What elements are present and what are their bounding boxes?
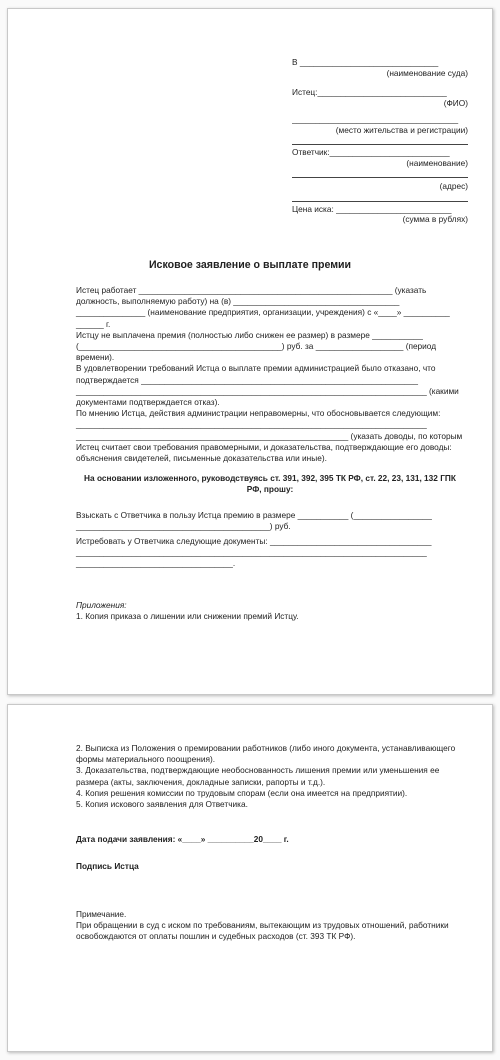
address-note: (место жительства и регистрации) bbox=[335, 124, 468, 135]
price-line bbox=[292, 204, 468, 215]
price-label: Цена иска: bbox=[292, 203, 334, 214]
claim-body bbox=[76, 285, 464, 622]
note-text: При обращении в суд с иском по требованиям, вытекающим из трудовых отношений, работники освобождаются от оплаты пошлин и судебных расходов (ст. 393 ТК РФ). bbox=[76, 919, 449, 942]
paragraph-request-docs: Истребовать у Ответчика следующие документы: ___________________________________ ____________________________________________________________________________ __________________________________. bbox=[76, 536, 432, 569]
court-line bbox=[292, 57, 468, 68]
plaintiff-label: Истец: bbox=[292, 87, 318, 97]
plaintiff-note: (ФИО) bbox=[443, 97, 468, 108]
attachment-2: 2. Выписка из Положения о премировании работников (либо иного документа, устанавливающего формы материального поощрения). bbox=[76, 743, 456, 765]
attachments-title: Приложения: bbox=[76, 599, 127, 610]
attachment-1: 1. Копия приказа о лишении или снижении премий Истцу. bbox=[76, 610, 299, 621]
plaintiff-line bbox=[292, 87, 468, 98]
paragraph-employment: Истец работает _______________________________________________________ (указать должность, выполняемую работу) на (в) ____________________________________ _______________ (наименование предприятия, организации, учреждения) с «____» __________ ______ г. bbox=[76, 285, 450, 329]
signature-label: Подпись Истца bbox=[76, 861, 139, 872]
attachment-5: 5. Копия искового заявления для Ответчика. bbox=[76, 799, 248, 810]
price-underline: _________________________ bbox=[333, 203, 452, 214]
defendant-rule bbox=[292, 168, 468, 178]
plaintiff-underline: ____________________________ bbox=[317, 87, 447, 97]
attachment-3: 3. Доказательства, подтверждающие необоснованность лишения премии или уменьшения ее размера (акты, заключения, докладные записки, рапорты и т.д.). bbox=[76, 765, 440, 787]
document-title: Исковое заявление о выплате премии bbox=[148, 259, 352, 271]
header-block bbox=[292, 57, 468, 225]
address-rule bbox=[292, 135, 468, 145]
paragraph-bonus-unpaid: Истцу не выплачена премия (полностью либо снижен ее размер) в размере ___________ (____________________________________________) руб. за ___________________ (период времени). bbox=[76, 329, 437, 363]
defendant-address-note: (адрес) bbox=[439, 181, 468, 191]
filing-date: Дата подачи заявления: «____» __________20____ г. bbox=[76, 834, 289, 845]
paragraph-refusal: В удовлетворении требований Истца о выплате премии администрацией было отказано, что подтверждается ____________________________________________________________ ____________________________________________________________________________ (какими документами подтверждается отказ). bbox=[76, 363, 459, 408]
court-prefix: В bbox=[292, 57, 300, 67]
court-note: (наименование суда) bbox=[386, 67, 468, 78]
paragraph-recover: Взыскать с Ответчика в пользу Истца премию в размере ___________ (_________________ __________________________________________) руб. bbox=[76, 509, 432, 531]
note-title: Примечание. bbox=[76, 908, 127, 919]
price-note: (сумма в рублях) bbox=[402, 214, 468, 224]
legal-basis: На основании изложенного, руководствуясь ст. 391, 392, 395 ТК РФ, ст. 22, 23, 131, 132 ГПК РФ, прошу: bbox=[84, 473, 456, 495]
court-underline: ______________________________ bbox=[299, 57, 439, 67]
defendant-line bbox=[292, 147, 468, 158]
address-line: ____________________________________ bbox=[292, 114, 459, 124]
defendant-label: Ответчик: bbox=[292, 147, 330, 157]
defendant-underline: __________________________ bbox=[329, 147, 450, 157]
document-page-1 bbox=[7, 8, 493, 695]
defendant-note: (наименование) bbox=[406, 157, 468, 168]
defendant-address-rule bbox=[292, 192, 468, 202]
document-page-2 bbox=[7, 704, 493, 1052]
paragraph-opinion: По мнению Истца, действия администрации неправомерны, что обосновывается следующим: ____________________________________________________________________________ ___________________________________________________________ (указать доводы, по которым Истец считает свои требования правомерными, и доказательства, подтверждающие его доводы: объяснения свидетелей, письменные доказательства или иные). bbox=[76, 408, 463, 464]
attachments-continued bbox=[76, 743, 464, 942]
attachment-4: 4. Копия решения комиссии по трудовым спорам (если она имеется на предприятии). bbox=[76, 787, 408, 798]
